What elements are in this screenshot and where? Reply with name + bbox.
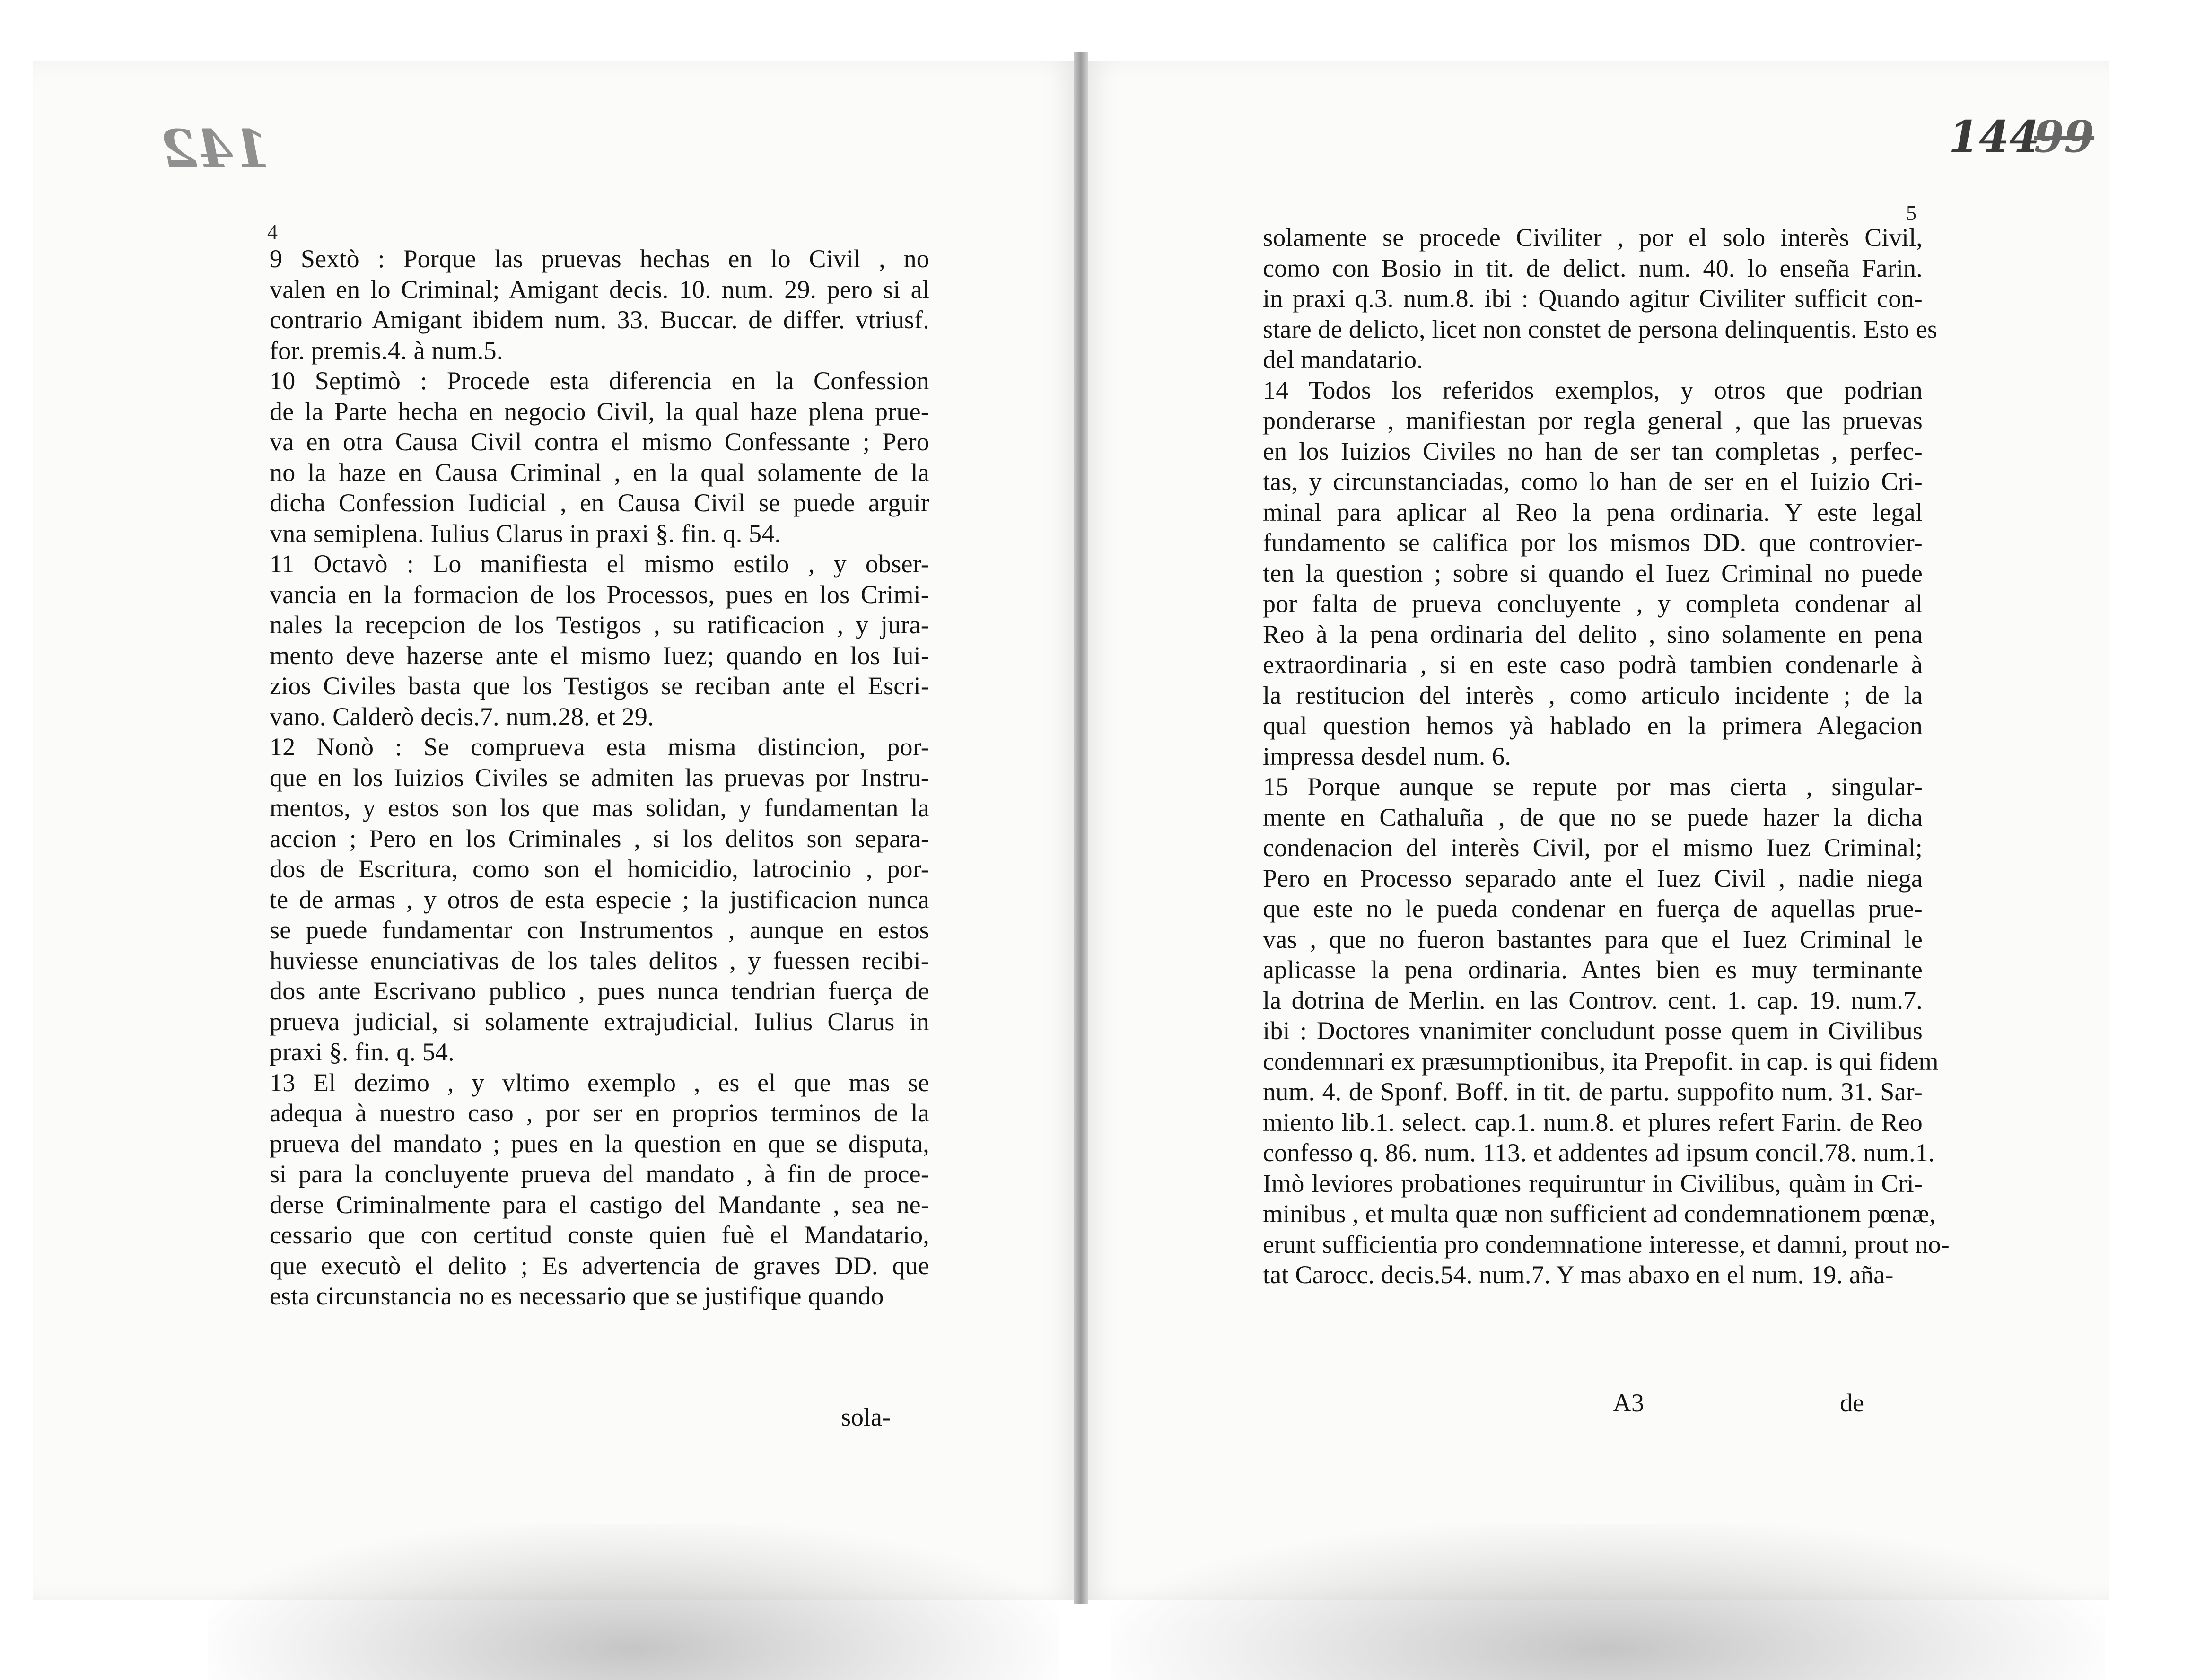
text-line: mente en Cathaluña , de que no se puede hazer la dicha (1263, 803, 1923, 831)
text-line: la dotrina de Merlin. en las Controv. cent. 1. cap. 19. num.7. (1263, 986, 1923, 1015)
text-line: ten la question ; sobre si quando el Iuez Criminal no puede (1263, 559, 1923, 587)
text-line: minibus , et multa quæ non sufficient ad condemnationem pœnæ, (1263, 1199, 1936, 1228)
left-page-stain (208, 1524, 1059, 1680)
text-line: condenacion del interès Civil, por el mismo Iuez Criminal; (1263, 833, 1923, 862)
text-line: fundamento se califica por los mismos DD. que controvier- (1263, 528, 1923, 557)
text-line: Pero en Processo separado ante el Iuez Civil , nadie niega (1263, 864, 1923, 892)
text-line: que en los Iuizios Civiles se admiten las pruevas por Instru- (270, 763, 929, 792)
text-line: erunt sufficientia pro condemnatione interesse, et damni, prout no- (1263, 1230, 1950, 1259)
text-line: dos de Escritura, como son el homicidio, latrocinio , por- (270, 855, 929, 883)
text-line: 14 Todos los referidos exemplos, y otros que podrian (1263, 376, 1923, 404)
text-line: solamente se procede Civiliter , por el solo interès Civil, (1263, 223, 1923, 252)
text-line: si para la concluyente prueva del mandato , à fin de proce- (270, 1160, 929, 1188)
right-signature: A3 (1613, 1389, 1644, 1417)
text-line: en los Iuizios Civiles no han de ser tan completas , perfec- (1263, 437, 1923, 465)
text-line: 12 Nonò : Se comprueva esta misma distincion, por- (270, 733, 929, 761)
text-line: vancia en la formacion de los Processos, pues en los Crimi- (270, 580, 929, 609)
text-line: for. premis.4. à num.5. (270, 336, 503, 365)
text-line: extraordinaria , si en este caso podrà tambien condenarle à (1263, 650, 1923, 679)
text-line: condemnari ex præsumptionibus, ita Prepofit. in cap. is qui fidem (1263, 1047, 1939, 1076)
text-line: la restitucion del interès , como articulo incidente ; de la (1263, 681, 1923, 709)
text-line: Imò leviores probationes requiruntur in Civilibus, quàm in Cri- (1263, 1169, 1923, 1198)
text-line: impressa desdel num. 6. (1263, 742, 1512, 770)
text-line: tat Carocc. decis.54. num.7. Y mas abaxo en el num. 19. aña- (1263, 1260, 1894, 1289)
text-line: vas , que no fueron bastantes para que el Iuez Criminal le (1263, 925, 1923, 954)
right-page-number: 5 (1906, 201, 1916, 225)
text-line: praxi §. fin. q. 54. (270, 1038, 455, 1066)
text-line: ibi : Doctores vnanimiter concludunt posse quem in Civilibus (1263, 1016, 1923, 1045)
right-manuscript-folio: 144 (1949, 111, 2040, 162)
text-line: no la haze en Causa Criminal , en la qual solamente de la (270, 458, 929, 487)
text-line: Reo à la pena ordinaria del delito , sino solamente en pena (1263, 620, 1923, 648)
text-line: valen en lo Criminal; Amigant decis. 10. num. 29. pero si al (270, 275, 929, 304)
left-manuscript-folio: 142 (161, 118, 270, 179)
text-line: 10 Septimò : Procede esta diferencia en la Confession (270, 367, 929, 395)
left-catchword: sola- (841, 1403, 891, 1431)
left-page-number: 4 (267, 220, 278, 244)
text-line: prueva del mandato ; pues en la question en que se disputa, (270, 1129, 929, 1158)
text-line: 13 El dezimo , y vltimo exemplo , es el que mas se (270, 1068, 929, 1097)
text-line: que este no le pueda condenar en fuerça de aquellas prue- (1263, 894, 1923, 923)
right-manuscript-folio-crossed: 99 (2034, 111, 2095, 162)
text-line: 9 Sextò : Porque las pruevas hechas en lo Civil , no (270, 245, 929, 273)
text-line: confesso q. 86. num. 113. et addentes ad ipsum concil.78. num.1. (1263, 1138, 1935, 1167)
left-body-text (270, 244, 929, 1312)
text-line: dicha Confession Iudicial , en Causa Civil se puede arguir (270, 489, 929, 517)
text-line: como con Bosio in tit. de delict. num. 40. lo enseña Farin. (1263, 254, 1923, 282)
text-line: nales la recepcion de los Testigos , su ratificacion , y jura- (270, 611, 929, 639)
text-line: te de armas , y otros de esta especie ; la justificacion nunca (270, 885, 929, 914)
text-line: qual question hemos yà hablado en la primera Alegacion (1263, 711, 1923, 740)
text-line: miento lib.1. select. cap.1. num.8. et plures refert Farin. de Reo (1263, 1108, 1923, 1137)
text-line: num. 4. de Sponf. Boff. in tit. de partu. suppofito num. 31. Sar- (1263, 1077, 1923, 1106)
text-line: in praxi q.3. num.8. ibi : Quando agitur Civiliter sufficit con- (1263, 284, 1923, 313)
book-gutter (1074, 52, 1088, 1604)
text-line: accion ; Pero en los Criminales , si los delitos son separa- (270, 824, 929, 853)
right-page-stain (1111, 1524, 2105, 1680)
text-line: se puede fundamentar con Instrumentos , aunque en estos (270, 916, 929, 944)
text-line: dos ante Escrivano publico , pues nunca tendrian fuerça de (270, 977, 929, 1005)
text-line: que executò el delito ; Es advertencia de graves DD. que (270, 1251, 929, 1280)
text-line: esta circunstancia no es necessario que se justifique quando (270, 1282, 884, 1310)
text-line: va en otra Causa Civil contra el mismo Confessante ; Pero (270, 428, 929, 456)
text-line: mentos, y estos son los que mas solidan, y fundamentan la (270, 794, 929, 822)
text-line: ponderarse , manifiestan por regla general , que las pruevas (1263, 406, 1923, 435)
text-line: vna semiplena. Iulius Clarus in praxi §. fin. q. 54. (270, 519, 781, 548)
text-line: 11 Octavò : Lo manifiesta el mismo estilo , y obser- (270, 550, 929, 578)
text-line: tas, y circunstanciadas, como lo han de ser en el Iuizio Cri- (1263, 467, 1923, 496)
text-line: cessario que con certitud conste quien fuè el Mandatario, (270, 1221, 929, 1249)
text-line: adequa à nuestro caso , por ser en proprios terminos de la (270, 1099, 929, 1127)
right-catchword: de (1840, 1389, 1864, 1417)
text-line: por falta de prueva concluyente , y completa condenar al (1263, 589, 1923, 618)
text-line: derse Criminalmente para el castigo del Mandante , sea ne- (270, 1190, 929, 1219)
right-body-text (1263, 222, 1950, 1290)
text-line: vano. Calderò decis.7. num.28. et 29. (270, 702, 654, 731)
text-line: prueva judicial, si solamente extrajudicial. Iulius Clarus in (270, 1007, 929, 1036)
text-line: stare de delicto, licet non constet de persona delinquentis. Esto es (1263, 315, 1938, 343)
text-line: minal para aplicar al Reo la pena ordinaria. Y este legal (1263, 498, 1923, 526)
text-line: huviesse enunciativas de los tales delitos , y fuessen recibi- (270, 946, 929, 975)
text-line: 15 Porque aunque se repute por mas cierta , singular- (1263, 772, 1923, 801)
text-line: del mandatario. (1263, 345, 1423, 374)
text-line: de la Parte hecha en negocio Civil, la qual haze plena prue- (270, 397, 929, 426)
text-line: mento deve hazerse ante el mismo Iuez; quando en los Iui- (270, 641, 929, 670)
text-line: aplicasse la pena ordinaria. Antes bien es muy terminante (1263, 955, 1923, 984)
text-line: zios Civiles basta que los Testigos se reciban ante el Escri- (270, 672, 929, 700)
text-line: contrario Amigant ibidem num. 33. Buccar. de differ. vtriusf. (270, 306, 929, 334)
